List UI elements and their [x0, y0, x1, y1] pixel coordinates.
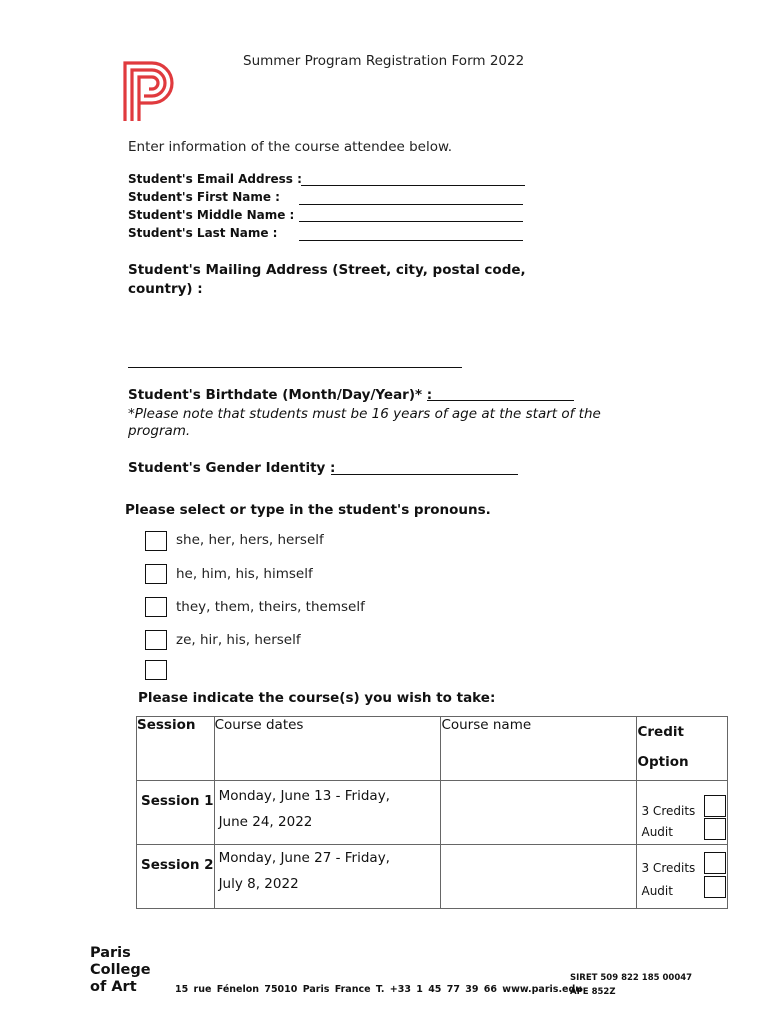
- middle-name-field[interactable]: [299, 221, 523, 222]
- header-course-name: Course name: [441, 717, 637, 781]
- pronoun-ze-label: ze, hir, his, herself: [176, 632, 301, 648]
- session-1-label: Session 1: [141, 793, 214, 809]
- footer-brand-line1: Paris: [90, 945, 131, 961]
- footer-brand-line2: College: [90, 962, 151, 978]
- email-field[interactable]: [301, 185, 525, 186]
- first-name-label: Student's First Name :: [128, 190, 280, 204]
- form-title: Summer Program Registration Form 2022: [243, 53, 525, 69]
- footer-brand: [90, 945, 151, 996]
- session-2-audit-label: Audit: [641, 884, 673, 898]
- last-name-label: Student's Last Name :: [128, 226, 278, 240]
- footer-legal: [570, 971, 692, 999]
- birthdate-field[interactable]: [427, 400, 574, 401]
- session-2-credits-label: 3 Credits: [641, 861, 696, 875]
- pronoun-ze-checkbox[interactable]: [145, 630, 167, 650]
- credit-cell: [637, 845, 728, 909]
- pronouns-prompt: Please select or type in the student's pronouns.: [125, 502, 491, 518]
- session-2-credits-checkbox[interactable]: [704, 852, 726, 874]
- header-session: Session: [137, 717, 215, 781]
- pronoun-she-label: she, her, hers, herself: [176, 532, 324, 548]
- footer-siret: SIRET 509 822 185 00047: [570, 973, 693, 983]
- session-2-course-name-field[interactable]: [441, 845, 637, 909]
- courses-table: [136, 716, 728, 909]
- session-2-dates-line1: Monday, June 27 - Friday,: [218, 850, 390, 866]
- pronoun-they-checkbox[interactable]: [145, 597, 167, 617]
- header-credit-line2: Option: [637, 754, 689, 770]
- session-2-label: Session 2: [141, 857, 214, 873]
- table-row: [137, 845, 728, 909]
- session-1-course-name-field[interactable]: [441, 781, 637, 845]
- credit-cell: [637, 781, 728, 845]
- last-name-field[interactable]: [299, 240, 523, 241]
- birthdate-label: Student's Birthdate (Month/Day/Year)* :: [128, 387, 433, 403]
- header-credit-option: [637, 717, 728, 781]
- session-1-audit-label: Audit: [641, 825, 673, 839]
- header-course-dates: Course dates: [214, 717, 441, 781]
- pronoun-they-label: they, them, theirs, themself: [176, 599, 365, 615]
- footer-address: 15 rue Fénelon 75010 Paris France T. +33 1 45 77 39 66 www.paris.edu: [175, 984, 583, 995]
- dates-cell: [214, 781, 441, 845]
- birthdate-note: *Please note that students must be 16 years of age at the start of the program.: [128, 406, 601, 439]
- session-cell: [137, 845, 215, 909]
- email-label: Student's Email Address :: [128, 172, 302, 186]
- header-credit-line1: Credit: [637, 724, 684, 740]
- session-1-credits-checkbox[interactable]: [704, 795, 726, 817]
- intro-text: Enter information of the course attendee below.: [128, 139, 453, 155]
- pronoun-she-checkbox[interactable]: [145, 531, 167, 551]
- session-1-audit-checkbox[interactable]: [704, 818, 726, 840]
- session-cell: [137, 781, 215, 845]
- middle-name-label: Student's Middle Name :: [128, 208, 295, 222]
- mailing-address-field[interactable]: [128, 367, 462, 368]
- dates-cell: [214, 845, 441, 909]
- session-2-audit-checkbox[interactable]: [704, 876, 726, 898]
- courses-prompt: Please indicate the course(s) you wish to take:: [138, 690, 496, 706]
- paris-college-logo-icon: [122, 60, 176, 122]
- footer-ape: APE 852Z: [570, 987, 616, 997]
- table-row: [137, 781, 728, 845]
- mailing-address-label: Student's Mailing Address (Street, city, postal code, country) :: [128, 262, 526, 297]
- pronoun-he-label: he, him, his, himself: [176, 566, 313, 582]
- session-2-dates-line2: July 8, 2022: [218, 876, 299, 892]
- session-1-dates-line2: June 24, 2022: [218, 814, 313, 830]
- pronoun-other-checkbox[interactable]: [145, 660, 167, 680]
- footer-brand-line3: of Art: [90, 979, 137, 995]
- gender-label: Student's Gender Identity :: [128, 460, 336, 476]
- session-1-credits-label: 3 Credits: [641, 804, 696, 818]
- session-1-dates-line1: Monday, June 13 - Friday,: [218, 788, 390, 804]
- courses-header-row: [137, 717, 728, 781]
- pronoun-he-checkbox[interactable]: [145, 564, 167, 584]
- gender-field[interactable]: [331, 474, 518, 475]
- first-name-field[interactable]: [299, 204, 523, 205]
